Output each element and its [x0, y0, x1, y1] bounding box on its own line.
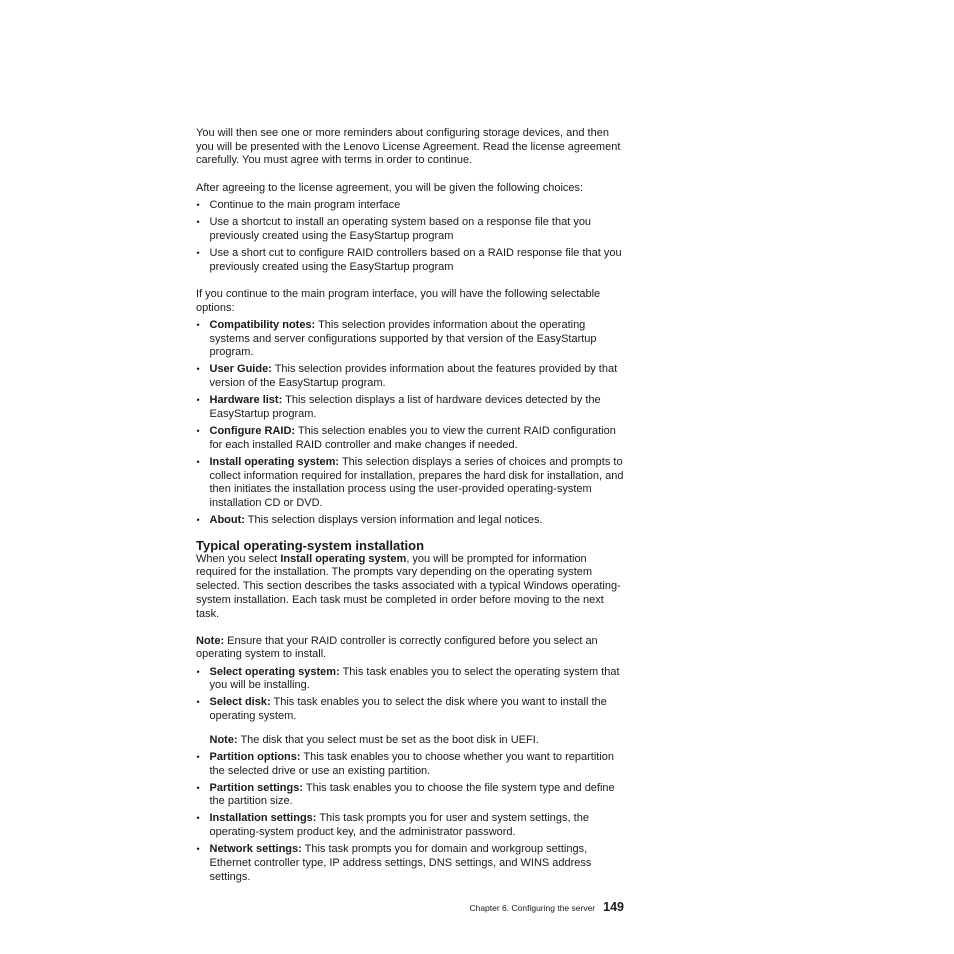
option-term: Install operating system: [209, 455, 340, 468]
disk-note [196, 734, 624, 748]
note-paragraph [196, 635, 624, 662]
note-text: Ensure that your RAID controller is correctly configured before you select an operating system to install. [196, 634, 598, 661]
task-text: This task enables you to select the operating system that you will be installing. [209, 665, 620, 692]
task-text: This task enables you to select the disk where you want to install the operating system. [209, 696, 607, 723]
tasks-list-continued [196, 751, 624, 885]
list-item: • Use a shortcut to install an operating system based on a response file that you previously created using the EasyStartup program [196, 216, 624, 243]
page-body [196, 127, 624, 888]
list-item [196, 812, 624, 839]
chapter-title: Chapter 6. Configuring the server [469, 903, 596, 913]
list-item [196, 696, 624, 723]
task-text: This task enables you to choose whether you want to repartition the selected drive or use an existing partition. [209, 750, 615, 777]
option-text: This selection enables you to view the current RAID configuration for each installed RAID controller and make changes if needed. [209, 425, 616, 451]
choices-list [196, 199, 624, 274]
text-run-bold: Install operating system [280, 552, 407, 565]
task-term: Network settings: [209, 843, 302, 856]
text-run: , you will be prompted for information required for the installation. The prompts vary depending on the operating system selected. This section describes the tasks associated with a typical Windows operating-system installation. Each task must be completed in order before moving to the next task. [196, 552, 621, 620]
options-list [196, 319, 624, 528]
section-paragraph [196, 553, 624, 622]
list-item [196, 363, 624, 390]
page-footer [469, 900, 624, 914]
option-term: Configure RAID: [209, 425, 296, 437]
list-item: • Continue to the main program interface [196, 199, 624, 213]
list-item [196, 751, 624, 778]
choices-intro: After agreeing to the license agreement, you will be given the following choices: [196, 181, 584, 194]
option-term: User Guide: [209, 363, 272, 376]
list-item [196, 782, 624, 809]
option-text: This selection displays a list of hardware devices detected by the EasyStartup program. [209, 394, 601, 420]
task-term: Select disk: [209, 696, 271, 709]
list-item: • Use a short cut to configure RAID controllers based on a RAID response file that you previously created using the EasyStartup program [196, 247, 624, 274]
list-item [196, 514, 624, 528]
list-item [196, 843, 624, 884]
list-item [196, 425, 624, 452]
intro-paragraph: You will then see one or more reminders about configuring storage devices, and then you will be presented with the Lenovo License Agreement. Read the license agreement carefully. You must agree with terms in order to continue. [196, 127, 621, 167]
list-item [196, 394, 624, 421]
list-item [196, 456, 624, 511]
section-heading: Typical operating-system installation [196, 537, 425, 553]
task-text: This task enables you to choose the file system type and define the partition size. [209, 781, 615, 808]
option-text: This selection provides information about the operating systems and server configurations supported by that version of the EasyStartup program. [209, 318, 597, 359]
list-item [196, 319, 624, 360]
text-run: When you select [196, 552, 281, 565]
task-term: Partition settings: [209, 781, 304, 794]
task-term: Partition options: [209, 750, 301, 763]
option-text: This selection displays a series of choices and prompts to collect information required for installation, prepares the hard disk for installation, and then initiates the installation process using the user-provided operating-system installation CD or DVD. [209, 455, 624, 509]
task-term: Select operating system: [209, 665, 340, 678]
task-text: This task prompts you for domain and workgroup settings, Ethernet controller type, IP address settings, DNS settings, and WINS address settings. [209, 843, 592, 883]
note-label: Note: [209, 733, 238, 746]
task-text: This task prompts you for user and system settings, the operating-system product key, and the administrator password. [209, 812, 589, 839]
options-intro: If you continue to the main program interface, you will have the following selectable options: [196, 288, 601, 314]
option-text: This selection displays version information and legal notices. [244, 514, 543, 526]
note-text: The disk that you select must be set as the boot disk in UEFI. [237, 733, 539, 746]
tasks-list [196, 666, 624, 724]
option-term: Hardware list: [209, 394, 283, 407]
option-term: About: [209, 514, 245, 526]
list-item [196, 666, 624, 693]
option-text: This selection provides information about the features provided by that version of the EasyStartup program. [209, 363, 618, 390]
task-term: Installation settings: [209, 812, 317, 825]
page-number: 149 [603, 900, 624, 914]
note-label: Note: [196, 634, 225, 647]
option-term: Compatibility notes: [209, 318, 316, 331]
